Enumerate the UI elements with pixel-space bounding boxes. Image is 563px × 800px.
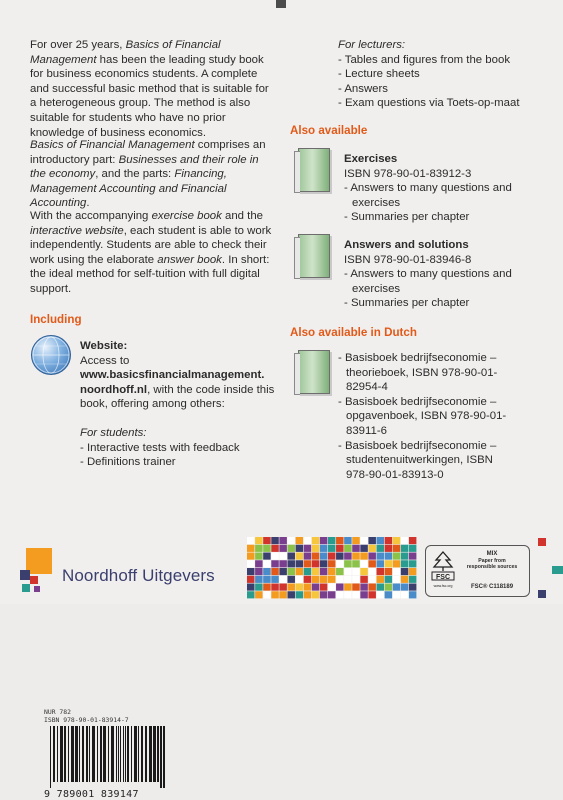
mosaic-tile bbox=[409, 568, 417, 575]
mosaic-tile bbox=[320, 560, 328, 567]
mosaic-tile bbox=[287, 545, 295, 552]
barcode-bar bbox=[116, 726, 117, 782]
mosaic-tile bbox=[255, 560, 263, 567]
mosaic-tile bbox=[320, 576, 328, 583]
mosaic-tile bbox=[377, 591, 385, 598]
barcode-bar bbox=[100, 726, 102, 782]
barcode-bar bbox=[79, 726, 80, 782]
mosaic-tile bbox=[287, 568, 295, 575]
barcode-bar bbox=[50, 726, 51, 788]
barcode-bar bbox=[89, 726, 90, 782]
mosaic-tile bbox=[377, 560, 385, 567]
website-url-line2[interactable]: noordhoff.nl bbox=[80, 383, 148, 396]
mosaic-tile bbox=[336, 553, 344, 560]
mosaic-tile bbox=[320, 584, 328, 591]
globe-icon bbox=[31, 335, 71, 375]
mosaic-tile bbox=[368, 591, 376, 598]
barcode-bar bbox=[75, 726, 78, 782]
exercises-isbn: ISBN 978-90-01-83912-3 bbox=[344, 167, 472, 180]
mosaic-tile bbox=[401, 560, 409, 567]
barcode-bar bbox=[153, 726, 156, 782]
publisher-name: Noordhoff Uitgevers bbox=[62, 566, 215, 585]
mosaic-tile bbox=[312, 584, 320, 591]
answers-book-icon bbox=[298, 234, 330, 278]
lecturers-block bbox=[338, 38, 538, 111]
mosaic-tile bbox=[352, 537, 360, 544]
mosaic-tile bbox=[352, 545, 360, 552]
intro-paragraph: For over 25 years, Basics of Financial Management has been the leading study book for business economics students. A complete and successful basic method that is suitable for a heterogeneous group. The method is also suitable for students who have no prior knowledge of business economics. bbox=[30, 39, 269, 139]
mosaic-tile bbox=[360, 545, 368, 552]
barcode-bar bbox=[160, 726, 162, 788]
mosaic-tile bbox=[247, 568, 255, 575]
answers-title: Answers and solutions bbox=[344, 239, 469, 251]
fsc-logo-text: FSC bbox=[436, 574, 450, 581]
mosaic-tile bbox=[279, 576, 287, 583]
mosaic-tile bbox=[344, 545, 352, 552]
mosaic-tile bbox=[255, 584, 263, 591]
barcode-bar bbox=[68, 726, 69, 782]
mosaic-tile bbox=[263, 576, 271, 583]
mosaic-tile bbox=[279, 568, 287, 575]
mosaic-tile bbox=[279, 560, 287, 567]
list-item: - Basisboek bedrijfseconomie – theorieboek, ISBN 978-90-01-82954-4 bbox=[338, 352, 498, 394]
website-url-text: www.basicsfinancialmanagement. noordhoff.nl, with the code inside this book, offering among others: bbox=[80, 369, 275, 411]
list-item: - Answers bbox=[338, 82, 389, 95]
mosaic-tile bbox=[296, 584, 304, 591]
mosaic-tile bbox=[263, 537, 271, 544]
mosaic-tile bbox=[328, 553, 336, 560]
fsc-label bbox=[425, 545, 530, 597]
mosaic-tile bbox=[320, 545, 328, 552]
barcode-digits: 9 789001 839147 bbox=[44, 789, 139, 800]
mosaic-tile bbox=[385, 568, 393, 575]
barcode-bar bbox=[60, 726, 63, 782]
list-item: - Summaries per chapter bbox=[344, 211, 470, 224]
deco-square bbox=[538, 538, 546, 546]
barcode-bar bbox=[141, 726, 143, 782]
mosaic-tile bbox=[255, 537, 263, 544]
barcode-bar bbox=[134, 726, 137, 782]
mosaic-tile bbox=[352, 560, 360, 567]
mosaic-tile bbox=[368, 560, 376, 567]
mosaic-tile bbox=[255, 568, 263, 575]
list-item: - Exam questions via Toets-op-maat bbox=[338, 97, 520, 110]
mosaic-tile bbox=[336, 576, 344, 583]
mosaic-tile bbox=[401, 537, 409, 544]
deco-square bbox=[538, 590, 546, 598]
mosaic-tile bbox=[336, 568, 344, 575]
mosaic-tile bbox=[296, 545, 304, 552]
mosaic-tile bbox=[304, 584, 312, 591]
mosaic-tile bbox=[385, 537, 393, 544]
mosaic-tile bbox=[352, 576, 360, 583]
mosaic-tile bbox=[393, 537, 401, 544]
accompany-paragraph: With the accompanying exercise book and the interactive website, each student is able to work independently. Students are able to check their work using the elaborate answer book. In short: the ideal method for self-tuition with full digital support. bbox=[30, 210, 272, 295]
mosaic-tile bbox=[247, 591, 255, 598]
mosaic-tile bbox=[247, 537, 255, 544]
mosaic-tile bbox=[247, 560, 255, 567]
mosaic-tile bbox=[352, 584, 360, 591]
mosaic-tile bbox=[385, 545, 393, 552]
mosaic-tile bbox=[393, 576, 401, 583]
mosaic-tile bbox=[328, 591, 336, 598]
mosaic-tile bbox=[304, 576, 312, 583]
barcode-bar bbox=[53, 726, 55, 782]
barcode-block bbox=[44, 708, 168, 800]
mosaic-tile bbox=[328, 576, 336, 583]
mosaic-tile bbox=[377, 576, 385, 583]
website-url-line1[interactable]: www.basicsfinancialmanagement. bbox=[80, 369, 265, 382]
mosaic-tile bbox=[304, 537, 312, 544]
dutch-book-icon bbox=[298, 350, 330, 394]
mosaic-tile bbox=[409, 584, 417, 591]
for-lecturers-label: For lecturers: bbox=[338, 39, 406, 51]
barcode-bar bbox=[86, 726, 88, 782]
barcode-bar bbox=[145, 726, 147, 782]
mosaic-tile bbox=[368, 576, 376, 583]
mosaic-tile bbox=[401, 576, 409, 583]
noordhoff-logo-mark bbox=[20, 548, 56, 596]
mosaic-tile bbox=[401, 584, 409, 591]
list-item: - Basisboek bedrijfseconomie – opgavenboek, ISBN 978-90-01-83911-6 bbox=[338, 395, 507, 437]
mosaic-tile bbox=[263, 584, 271, 591]
mosaic-tile bbox=[336, 537, 344, 544]
mosaic-tile bbox=[344, 560, 352, 567]
barcode-bar bbox=[120, 726, 121, 782]
barcode-bars bbox=[44, 726, 168, 788]
mosaic-tile bbox=[336, 584, 344, 591]
mosaic-tile bbox=[360, 576, 368, 583]
color-mosaic bbox=[247, 537, 417, 599]
mosaic-tile bbox=[360, 553, 368, 560]
mosaic-tile bbox=[287, 584, 295, 591]
for-students-label: For students: bbox=[80, 426, 147, 439]
mosaic-tile bbox=[328, 568, 336, 575]
mosaic-tile bbox=[279, 537, 287, 544]
dutch-block bbox=[338, 351, 508, 482]
barcode-bar bbox=[57, 726, 58, 782]
mosaic-tile bbox=[271, 576, 279, 583]
mosaic-tile bbox=[393, 591, 401, 598]
mosaic-tile bbox=[304, 568, 312, 575]
list-item: - Answers to many questions and exercises bbox=[344, 182, 512, 209]
nur-code: NUR 782 bbox=[44, 708, 71, 716]
mosaic-tile bbox=[401, 545, 409, 552]
mosaic-tile bbox=[279, 545, 287, 552]
mosaic-tile bbox=[312, 560, 320, 567]
fsc-mix: MIX bbox=[486, 551, 498, 557]
mosaic-tile bbox=[377, 568, 385, 575]
list-item: - Summaries per chapter bbox=[344, 297, 470, 310]
mosaic-tile bbox=[344, 591, 352, 598]
mosaic-tile bbox=[312, 537, 320, 544]
mosaic-tile bbox=[385, 553, 393, 560]
mosaic-tile bbox=[263, 560, 271, 567]
mosaic-tile bbox=[368, 545, 376, 552]
mosaic-tile bbox=[385, 584, 393, 591]
mosaic-tile bbox=[271, 591, 279, 598]
mosaic-tile bbox=[377, 584, 385, 591]
mosaic-tile bbox=[320, 553, 328, 560]
including-heading: Including bbox=[30, 313, 82, 326]
mosaic-tile bbox=[287, 553, 295, 560]
mosaic-tile bbox=[360, 584, 368, 591]
mosaic-tile bbox=[312, 591, 320, 598]
mosaic-tile bbox=[312, 576, 320, 583]
mosaic-tile bbox=[247, 553, 255, 560]
mosaic-tile bbox=[393, 560, 401, 567]
mosaic-tile bbox=[296, 576, 304, 583]
barcode-isbn: ISBN 978-90-01-83914-7 bbox=[44, 716, 129, 724]
mosaic-tile bbox=[344, 553, 352, 560]
mosaic-tile bbox=[271, 560, 279, 567]
mosaic-tile bbox=[344, 584, 352, 591]
mosaic-tile bbox=[377, 537, 385, 544]
mosaic-tile bbox=[263, 591, 271, 598]
mosaic-tile bbox=[352, 553, 360, 560]
mosaic-tile bbox=[279, 584, 287, 591]
exercises-block bbox=[344, 152, 544, 225]
mosaic-tile bbox=[312, 568, 320, 575]
dutch-heading: Also available in Dutch bbox=[290, 326, 417, 339]
mosaic-tile bbox=[287, 537, 295, 544]
dutch-list bbox=[338, 351, 508, 482]
mosaic-tile bbox=[296, 591, 304, 598]
barcode-bar bbox=[157, 726, 159, 782]
mosaic-tile bbox=[328, 537, 336, 544]
barcode-bar bbox=[71, 726, 74, 782]
mosaic-tile bbox=[336, 591, 344, 598]
mosaic-tile bbox=[401, 553, 409, 560]
mosaic-tile bbox=[352, 591, 360, 598]
deco-square bbox=[552, 566, 563, 574]
mosaic-tile bbox=[336, 560, 344, 567]
mosaic-tile bbox=[271, 537, 279, 544]
mosaic-tile bbox=[368, 553, 376, 560]
mosaic-tile bbox=[312, 545, 320, 552]
mosaic-tile bbox=[360, 591, 368, 598]
mosaic-tile bbox=[409, 537, 417, 544]
mosaic-tile bbox=[255, 591, 263, 598]
mosaic-tile bbox=[296, 537, 304, 544]
barcode-bar bbox=[82, 726, 84, 782]
mosaic-tile bbox=[263, 568, 271, 575]
mosaic-tile bbox=[377, 553, 385, 560]
mosaic-tile bbox=[320, 537, 328, 544]
mosaic-tile bbox=[247, 576, 255, 583]
mosaic-tile bbox=[328, 560, 336, 567]
mosaic-tile bbox=[409, 576, 417, 583]
barcode-bar bbox=[149, 726, 152, 782]
mosaic-tile bbox=[328, 545, 336, 552]
website-access: Access to bbox=[80, 354, 130, 367]
mosaic-tile bbox=[287, 576, 295, 583]
mosaic-tile bbox=[287, 560, 295, 567]
also-available-heading: Also available bbox=[290, 124, 368, 137]
list-item: - Answers to many questions and exercises bbox=[344, 268, 512, 295]
website-block bbox=[80, 339, 280, 470]
mosaic-tile bbox=[344, 537, 352, 544]
barcode-bar bbox=[92, 726, 95, 782]
top-tab-mark bbox=[276, 0, 286, 8]
list-item: - Lecture sheets bbox=[338, 68, 420, 81]
barcode-bar bbox=[131, 726, 132, 782]
mosaic-tile bbox=[320, 568, 328, 575]
mosaic-tile bbox=[360, 560, 368, 567]
mosaic-tile bbox=[279, 591, 287, 598]
barcode-bar bbox=[111, 726, 114, 782]
fsc-logo-url: www.fsc.org bbox=[433, 584, 453, 588]
comprises-paragraph: Basics of Financial Management comprises an introductory part: Businesses and their role in the economy, and the parts: Financing, Management Accounting and Financial Accounting. bbox=[30, 139, 266, 210]
mosaic-tile bbox=[312, 553, 320, 560]
mosaic-tile bbox=[401, 591, 409, 598]
mosaic-tile bbox=[304, 560, 312, 567]
barcode-bar bbox=[163, 726, 165, 788]
mosaic-tile bbox=[287, 591, 295, 598]
fsc-sub: Paper from responsible sources bbox=[466, 558, 518, 571]
answers-list bbox=[344, 267, 544, 311]
mosaic-tile bbox=[255, 545, 263, 552]
mosaic-tile bbox=[263, 553, 271, 560]
mosaic-tile bbox=[409, 553, 417, 560]
barcode-bar bbox=[127, 726, 129, 782]
mosaic-tile bbox=[344, 568, 352, 575]
students-list bbox=[80, 441, 280, 470]
barcode-bar bbox=[125, 726, 126, 782]
lecturers-list bbox=[338, 53, 538, 111]
barcode-bar bbox=[97, 726, 98, 782]
mosaic-tile bbox=[247, 584, 255, 591]
mosaic-tile bbox=[344, 576, 352, 583]
list-item: - Basisboek bedrijfseconomie – studentenuitwerkingen, ISBN 978-90-01-83913-0 bbox=[338, 439, 497, 481]
mosaic-tile bbox=[409, 591, 417, 598]
mosaic-tile bbox=[401, 568, 409, 575]
mosaic-tile bbox=[271, 545, 279, 552]
mosaic-tile bbox=[377, 545, 385, 552]
mosaic-tile bbox=[368, 568, 376, 575]
fsc-tree-icon bbox=[430, 550, 456, 590]
mosaic-tile bbox=[320, 591, 328, 598]
exercises-title: Exercises bbox=[344, 153, 398, 165]
mosaic-tile bbox=[255, 553, 263, 560]
mosaic-tile bbox=[385, 576, 393, 583]
barcode-bar bbox=[108, 726, 109, 782]
mosaic-tile bbox=[360, 537, 368, 544]
mosaic-tile bbox=[271, 568, 279, 575]
mosaic-tile bbox=[336, 545, 344, 552]
barcode-bar bbox=[123, 726, 124, 782]
mosaic-tile bbox=[393, 568, 401, 575]
mosaic-tile bbox=[304, 553, 312, 560]
mosaic-tile bbox=[368, 537, 376, 544]
mosaic-tile bbox=[247, 545, 255, 552]
answers-isbn: ISBN 978-90-01-83946-8 bbox=[344, 253, 472, 266]
mosaic-tile bbox=[393, 553, 401, 560]
mosaic-tile bbox=[271, 553, 279, 560]
barcode-bar bbox=[138, 726, 139, 782]
exercises-list bbox=[344, 181, 544, 225]
mosaic-tile bbox=[385, 591, 393, 598]
website-label: Website: bbox=[80, 340, 128, 352]
mosaic-tile bbox=[393, 545, 401, 552]
mosaic-tile bbox=[304, 545, 312, 552]
list-item: - Definitions trainer bbox=[80, 456, 176, 469]
mosaic-tile bbox=[393, 584, 401, 591]
mosaic-tile bbox=[263, 545, 271, 552]
mosaic-tile bbox=[352, 568, 360, 575]
mosaic-tile bbox=[296, 560, 304, 567]
mosaic-tile bbox=[409, 560, 417, 567]
mosaic-tile bbox=[255, 576, 263, 583]
mosaic-tile bbox=[409, 545, 417, 552]
barcode-bar bbox=[64, 726, 66, 782]
mosaic-tile bbox=[368, 584, 376, 591]
mosaic-tile bbox=[360, 568, 368, 575]
mosaic-tile bbox=[296, 553, 304, 560]
mosaic-tile bbox=[385, 560, 393, 567]
mosaic-tile bbox=[296, 568, 304, 575]
list-item: - Tables and figures from the book bbox=[338, 53, 511, 66]
mosaic-tile bbox=[279, 553, 287, 560]
mosaic-tile bbox=[271, 584, 279, 591]
exercises-book-icon bbox=[298, 148, 330, 192]
mosaic-tile bbox=[304, 591, 312, 598]
fsc-code: FSC® C118189 bbox=[470, 584, 514, 590]
answers-block bbox=[344, 238, 544, 311]
barcode-bar bbox=[103, 726, 106, 782]
barcode-bar bbox=[118, 726, 119, 782]
mosaic-tile bbox=[328, 584, 336, 591]
list-item: - Interactive tests with feedback bbox=[80, 441, 240, 454]
